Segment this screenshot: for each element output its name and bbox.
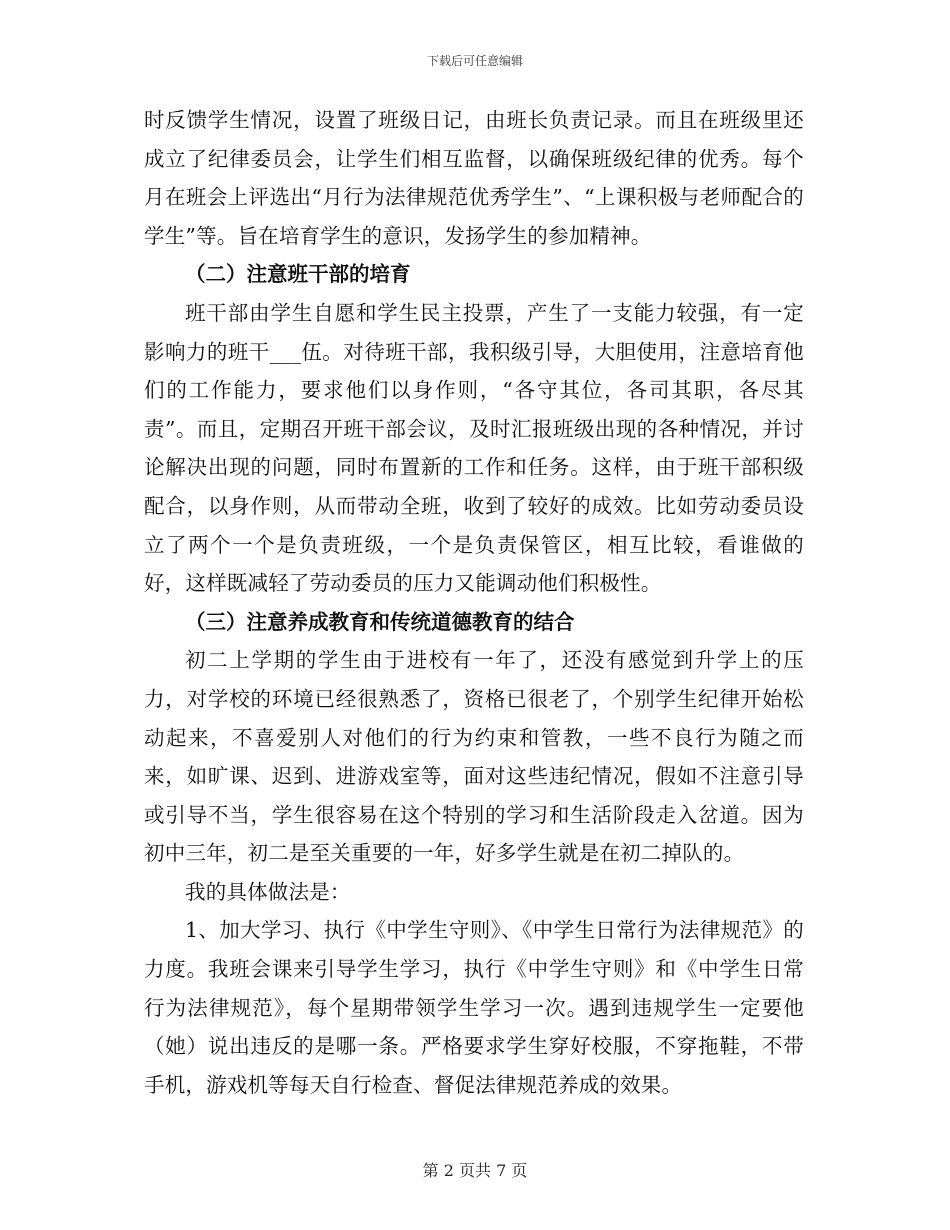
page-number: 第 2 页共 7 页: [422, 1161, 528, 1180]
paragraph-second-grade: 初二上学期的学生由于进校有一年了，还没有感觉到升学上的压力，对学校的环境已经很熟悉了，资格已很老了，个别学生纪律开始松动起来，不喜爱别人对他们的行为约束和管教，一些不良行为随之而来，如旷课、迟到、进游戏室等，面对这些违纪情况，假如不注意引导或引导不当，学生很容易在这个特别的学习和生活阶段走入岔道。因为初中三年，初二是至关重要的一年，好多学生就是在初二掉队的。: [144, 648, 804, 866]
document-body: [144, 101, 804, 1104]
paragraph-method-1: 1、加大学习、执行《中学生守则》、《中学生日常行为法律规范》的力度。我班会课来引导学生学习，执行《中学生守则》和《中学生日常行为法律规范》，每个星期带领学生学习一次。遇到违规学生一定要他（她）说出违反的是哪一条。严格要求学生穿好校服，不穿拖鞋，不带手机，游戏机等每天自行检查、督促法律规范养成的效果。: [144, 918, 804, 1097]
paragraph-class-cadres: 班干部由学生自愿和学生民主投票，产生了一支能力较强，有一定影响力的班干___伍。对待班干部，我积级引导，大胆使用，注意培育他们的工作能力，要求他们以身作则，“各守其位，各司其职，各尽其责”。而且，定期召开班干部会议，及时汇报班级出现的各种情况，并讨论解决出现的问题，同时布置新的工作和任务。这样，由于班干部积级配合，以身作则，从而带动全班，收到了较好的成效。比如劳动委员设立了两个一个是负责班级，一个是负责保管区，相互比较，看谁做的好，这样既减轻了劳动委员的压力又能调动他们积极性。: [144, 300, 804, 596]
page-header: 下载后可任意编辑: [426, 54, 523, 68]
section-heading-2: （二）注意班干部的培育: [185, 262, 411, 287]
paragraph-continued: 时反馈学生情况，设置了班级日记，由班长负责记录。而且在班级里还成立了纪律委员会，让学生们相互监督，以确保班级纪律的优秀。每个月在班会上评选出“月行为法律规范优秀学生”、“上课积极与老师配合的学生”等。旨在培育学生的意识，发扬学生的参加精神。: [144, 108, 804, 248]
section-heading-3: （三）注意养成教育和传统道德教育的结合: [185, 609, 575, 634]
paragraph-methods-intro: 我的具体做法是：: [185, 879, 351, 904]
